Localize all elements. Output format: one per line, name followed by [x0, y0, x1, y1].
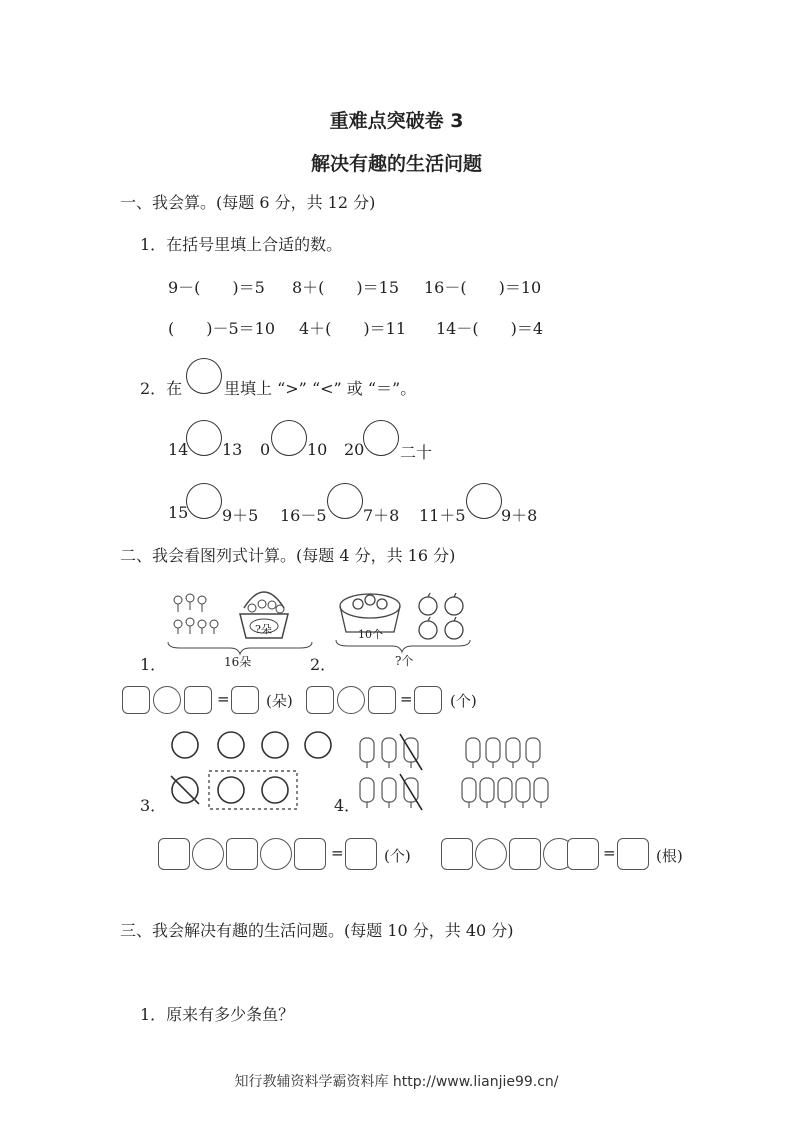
equals-sign: = — [603, 844, 616, 862]
section1-heading: 一、我会算。(每题 6 分，共 12 分) — [120, 193, 376, 212]
total-label: 16朵 — [224, 655, 252, 669]
answer-circle[interactable] — [466, 483, 502, 519]
q1-eq-5: 4＋( )＝11 — [299, 319, 407, 338]
cmp-left: 15 — [168, 503, 189, 522]
problem-label: 3． — [140, 796, 167, 815]
answer-box[interactable] — [184, 686, 212, 714]
problem-label: 1． — [140, 655, 167, 674]
operator-circle[interactable] — [337, 686, 365, 714]
cmp-left: 14 — [168, 440, 189, 459]
page-subtitle: 解决有趣的生活问题 — [310, 153, 482, 175]
answer-box[interactable] — [345, 838, 377, 870]
operator-circle[interactable] — [153, 686, 181, 714]
q2-suffix: 里填上 “>” “<” 或 “＝”。 — [224, 379, 417, 398]
section3-heading: 三、我会解决有趣的生活问题。(每题 10 分，共 40 分) — [120, 921, 514, 940]
cmp-right: 9＋8 — [501, 506, 538, 525]
basket-label: 10个 — [358, 628, 383, 641]
cmp-right: 10 — [307, 440, 328, 459]
section2-heading: 二、我会看图列式计算。(每题 4 分，共 16 分) — [120, 546, 456, 565]
equals-sign: = — [217, 690, 230, 708]
answer-circle[interactable] — [186, 420, 222, 456]
problem-label: 2． — [310, 655, 337, 674]
operator-circle[interactable] — [192, 838, 224, 870]
cmp-right: 13 — [222, 440, 243, 459]
answer-box[interactable] — [294, 838, 326, 870]
answer-box[interactable] — [122, 686, 150, 714]
q1-eq-1: 9－( )＝5 — [168, 278, 265, 297]
unit-label: (朵) — [266, 692, 293, 710]
apples-basket-image — [332, 586, 482, 658]
q1-eq-4: ( )－5＝10 — [168, 319, 276, 338]
operator-circle[interactable] — [260, 838, 292, 870]
q1-eq-2: 8＋( )＝15 — [292, 278, 400, 297]
equals-sign: = — [331, 844, 344, 862]
cmp-right: 9＋5 — [222, 506, 259, 525]
answer-circle[interactable] — [271, 420, 307, 456]
footer-watermark: 知行教辅资料学霸资料库 http://www.lianjie99.cn/ — [234, 1074, 559, 1090]
basket-label: ?朵 — [255, 623, 272, 636]
q1-eq-6: 14－( )＝4 — [436, 319, 544, 338]
answer-circle[interactable] — [363, 420, 399, 456]
answer-box[interactable] — [617, 838, 649, 870]
answer-box[interactable] — [306, 686, 334, 714]
cmp-right: 7＋8 — [363, 506, 400, 525]
q1-label: 1．在括号里填上合适的数。 — [140, 235, 343, 254]
answer-box[interactable] — [158, 838, 190, 870]
answer-box[interactable] — [441, 838, 473, 870]
popsicles-image — [356, 732, 550, 812]
unit-label: (根) — [656, 847, 683, 865]
answer-circle[interactable] — [327, 483, 363, 519]
cmp-left: 20 — [344, 440, 365, 459]
answer-box[interactable] — [226, 838, 258, 870]
problem-label: 4． — [334, 796, 361, 815]
cmp-left: 11＋5 — [419, 506, 466, 525]
circles-image — [165, 728, 340, 810]
answer-box[interactable] — [414, 686, 442, 714]
page-title: 重难点突破卷 3 — [329, 110, 464, 132]
q1-eq-3: 16－( )＝10 — [424, 278, 542, 297]
q2-prefix: 2．在 — [140, 379, 183, 398]
cmp-left: 0 — [260, 440, 271, 459]
answer-box[interactable] — [567, 838, 599, 870]
cmp-right: 二十 — [400, 443, 433, 462]
answer-box[interactable] — [509, 838, 541, 870]
answer-circle[interactable] — [186, 483, 222, 519]
equals-sign: = — [400, 690, 413, 708]
unit-label: (个) — [450, 692, 477, 710]
unit-label: (个) — [384, 847, 411, 865]
cmp-left: 16－5 — [280, 506, 327, 525]
operator-circle[interactable] — [475, 838, 507, 870]
q3-1-label: 1．原来有多少条鱼？ — [140, 1005, 295, 1024]
answer-box[interactable] — [231, 686, 259, 714]
compare-circle-icon — [186, 358, 222, 394]
answer-box[interactable] — [368, 686, 396, 714]
total-label: ?个 — [395, 654, 414, 668]
